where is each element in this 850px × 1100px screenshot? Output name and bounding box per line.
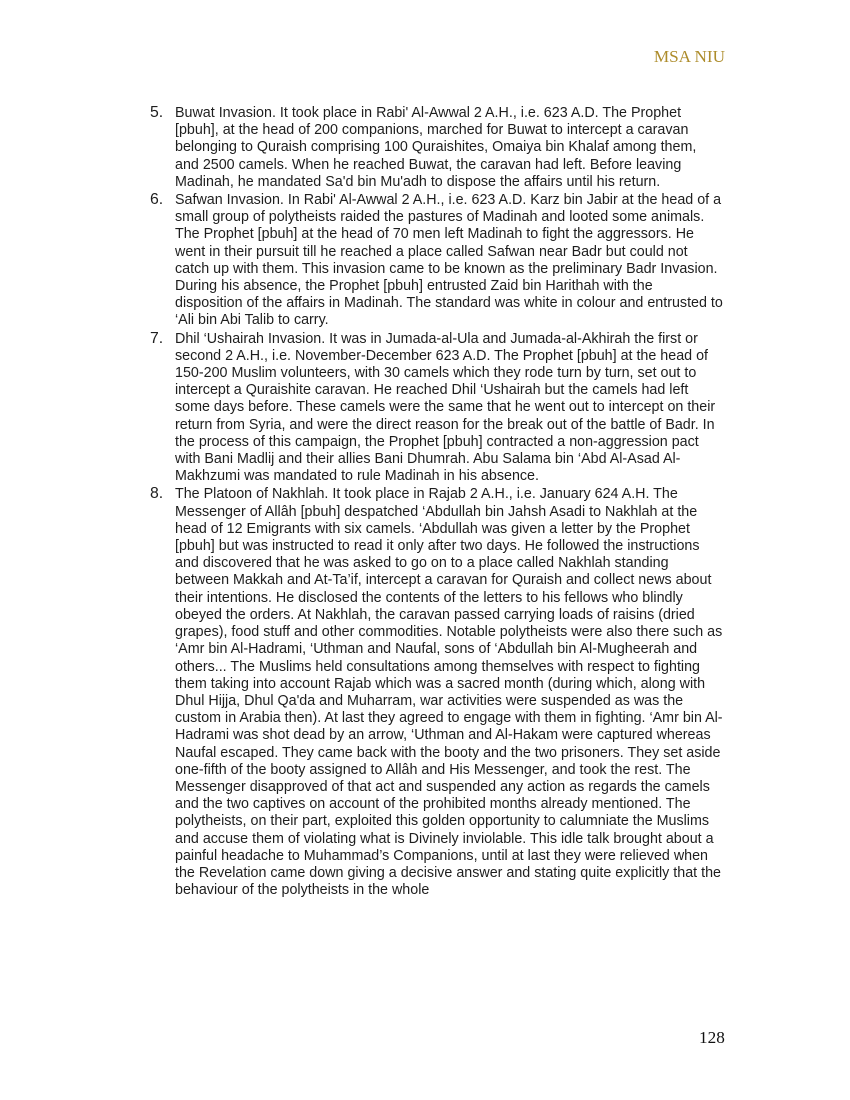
list-item-number: 7. bbox=[150, 329, 164, 347]
list-item-number: 8. bbox=[150, 485, 164, 503]
page-content bbox=[150, 104, 723, 899]
list-item-text: Buwat Invasion. It took place in Rabi' Al-Awwal 2 A.H., i.e. 623 A.D. The Prophet [pbuh], at the head of 200 companions, marched for Buwat to intercept a caravan belonging to Quraish comprising 100 Quraishites, Omaiya bin Khalaf among them, and 2500 camels. When he reached Buwat, the caravan had left. Before leaving Madinah, he mandated Sa'd bin Mu'adh to dispose the affairs until his return. bbox=[175, 105, 697, 190]
list-item bbox=[150, 191, 723, 330]
running-header: MSA NIU bbox=[653, 47, 725, 66]
list-item-text: Dhil ‘Ushairah Invasion. It was in Jumada-al-Ula and Jumada-al-Akhirah the first or second 2 A.H., i.e. November-December 623 A.D. The Prophet [pbuh] at the head of 150-200 Muslim volunteers, with 30 camels which they rode turn by turn, set out to intercept a Quraishite caravan. He reached Dhil ‘Ushairah but the camels had left some days before. These camels were the same that he went out to intercept on their return from Syria, and were the direct reason for the break out of the battle of Badr. In the process of this campaign, the Prophet [pbuh] contracted a non-aggression pact with Bani Madlij and their allies Bani Dhumrah. Abu Salama bin ‘Abd Al-Asad Al-Makhzumi was mandated to rule Madinah in his absence. bbox=[175, 330, 716, 485]
list-item bbox=[150, 485, 723, 899]
list-item-number: 6. bbox=[150, 191, 164, 209]
list-item-text: The Platoon of Nakhlah. It took place in Rajab 2 A.H., i.e. January 624 A.H. The Messenger of Allâh [pbuh] despatched ‘Abdullah bin Jahsh Asadi to Nakhlah at the head of 12 Emigrants with six camels. ‘Abdullah was given a letter by the Prophet [pbuh] but was instructed to read it only after two days. He followed the instructions and discovered that he was asked to go on to a place called Nakhlah standing between Makkah and At-Ta’if, intercept a caravan for Quraish and collect news about their intentions. He disclosed the contents of the letters to his fellows who blindly obeyed the orders. At Nakhlah, the caravan passed carrying loads of raisins (dried grapes), food stuff and other commodities. Notable polytheists were also there such as ‘Amr bin Al-Hadrami, ‘Uthman and Naufal, sons of ‘Abdullah bin Al-Mugheerah and others... The Muslims held consultations among themselves with respect to fighting them taking into account Rajab which was a sacred month (during which, along with Dhul Hijja, Dhul Qa'da and Muharram, war activities were suspended as was the custom in Arabia then). At last they agreed to engage with them in fighting. ‘Amr bin Al-Hadrami was shot dead by an arrow, ‘Uthman and Al-Hakam were captured whereas Naufal escaped. They came back with the booty and the two prisoners. They set aside one-fifth of the booty assigned to Allâh and His Messenger, and took the rest. The Messenger disapproved of that act and suspended any action as regards the camels and the two captives on account of the prohibited months already mentioned. The polytheists, on their part, exploited this golden opportunity to calumniate the Muslims and accuse them of violating what is Divinely inviolable. This idle talk brought about a painful headache to Muhammad’s Companions, until at last they were relieved when the Revelation came down giving a decisive answer and stating quite explicitly that the behaviour of the polytheists in the whole bbox=[175, 486, 723, 899]
list-item-text: Safwan Invasion. In Rabi' Al-Awwal 2 A.H., i.e. 623 A.D. Karz bin Jabir at the head of a small group of polytheists raided the pastures of Madinah and looted some animals. The Prophet [pbuh] at the head of 70 men left Madinah to fight the aggressors. He went in their pursuit till he reached a place called Safwan near Badr but could not catch up with them. This invasion came to be known as the preliminary Badr Invasion. During his absence, the Prophet [pbuh] entrusted Zaid bin Harithah with the disposition of the affairs in Madinah. The standard was white in colour and entrusted to ‘Ali bin Abi Talib to carry. bbox=[175, 192, 723, 329]
list-item bbox=[150, 104, 723, 191]
list-item-number: 5. bbox=[150, 104, 164, 121]
page-number: 128 bbox=[699, 1028, 725, 1047]
list-item bbox=[150, 330, 723, 486]
